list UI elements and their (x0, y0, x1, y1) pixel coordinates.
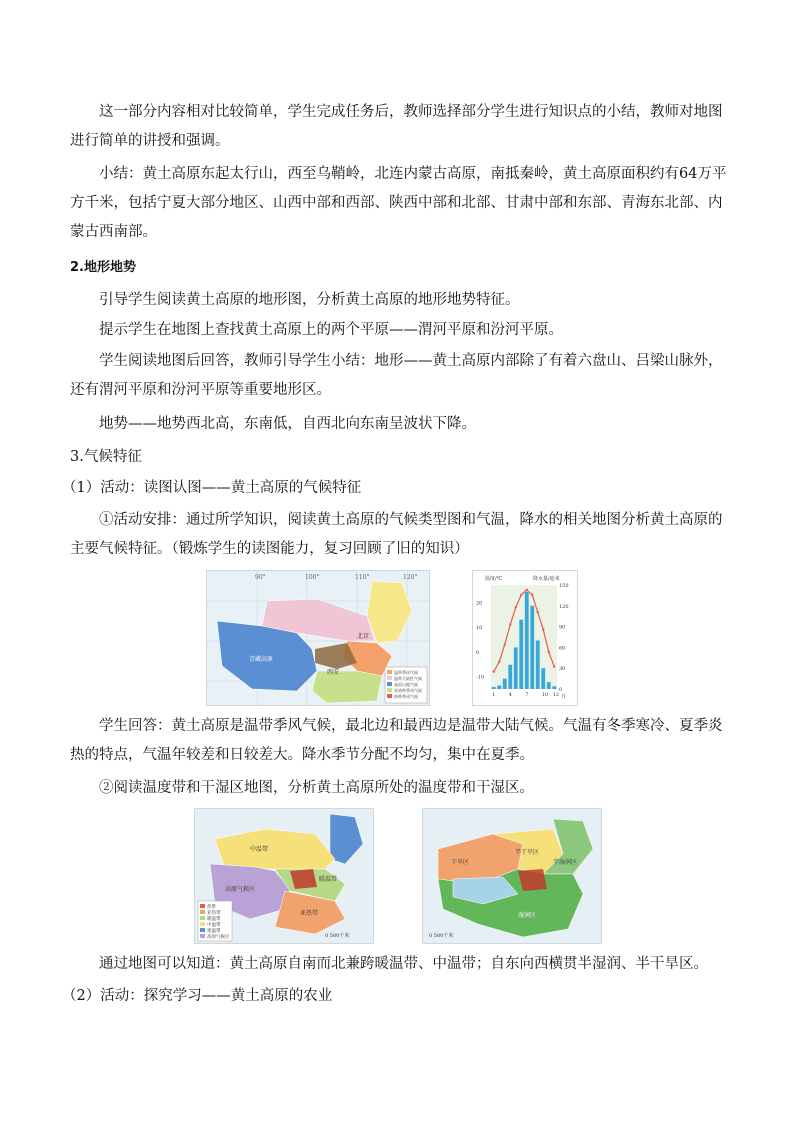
temperature-point-9 (537, 611, 539, 613)
legend-item-3: 高原山地气候 (394, 682, 418, 687)
paragraph-elevation: 地势——地势西北高，东南低，自西北向东南呈波状下降。 (99, 416, 476, 432)
legend-item-5: 热带季风气候 (394, 694, 418, 699)
temperature-point-1 (493, 670, 495, 672)
region-label-warm-temperate: 暖温带 (319, 876, 338, 883)
dry-wet-zone-map (422, 808, 602, 944)
loess-plateau-highlight-2 (518, 869, 547, 891)
section-heading-climate: 3.气候特征 (70, 449, 142, 465)
precip-bar-3 (503, 679, 507, 689)
right-tick-120: 120 (559, 603, 569, 610)
paragraph-terrain-plains: 提示学生在地图上查找黄土高原上的两个平原——渭河平原和汾河平原。 (99, 322, 563, 338)
legend-item-4: 亚热带季风气候 (394, 688, 422, 693)
left-tick--10: -10 (476, 674, 485, 681)
temperature-point-3 (504, 643, 506, 645)
temperature-point-11 (548, 651, 550, 653)
region-label-mid-temperate: 中温带 (250, 846, 269, 853)
precip-bar-7 (525, 592, 529, 689)
paragraph-summary-intro: 这一部分内容相对比较简单，学生完成任务后，教师选择部分学生进行知识点的小结，教师对地图进行简单的讲授和强调。 (70, 104, 723, 149)
x-tick-4: 4 (508, 692, 512, 698)
precip-bar-8 (530, 606, 534, 689)
chart-plot-area (491, 585, 557, 689)
temperature-point-4 (509, 623, 511, 625)
temperature-point-5 (515, 606, 517, 608)
right-tick-30: 30 (559, 666, 566, 673)
left-tick-10: 10 (476, 625, 483, 632)
region-label-arid: 干旱区 (451, 859, 470, 866)
legend-item-2: 温带大陆性气候 (394, 676, 422, 681)
paragraph-terrain-answer: 学生阅读地图后回答，教师引导学生小结：地形——黄土高原内部除了有着六盘山、吕梁山脉外，还有渭河平原和汾河平原等重要地形区。 (70, 353, 723, 398)
map-scale-2: 0 500千米 (429, 933, 454, 939)
section-heading-terrain: 2.地形地势 (70, 260, 136, 275)
left-tick-0: 0 (476, 649, 480, 656)
precip-bar-2 (497, 686, 501, 689)
region-label-semi-humid: 半湿润区 (553, 859, 578, 866)
right-tick-60: 60 (559, 645, 566, 652)
climate-chart (472, 570, 578, 706)
label-qinghai-tibet: 青藏高原 (249, 656, 274, 663)
legend-cold-temperate: 寒温带 (207, 929, 221, 934)
lon-label-90: 90° (255, 574, 266, 581)
chart-ylabel-right: 降水量/毫米 (533, 576, 560, 582)
legend-item-1: 温带季风气候 (394, 670, 418, 675)
paragraph-summary: 小结：黄土高原东起太行山，西至乌鞘岭，北连内蒙古高原，南抵秦岭，黄土高原面积约有64万平方千米，包括宁夏大部分地区、山西中部和西部、陕西中部和北部、甘肃中部和东部、青海东北部、内蒙古西南部。 (70, 166, 727, 240)
x-tick-7: 7 (525, 692, 529, 698)
legend-warm-temperate: 暖温带 (207, 917, 221, 922)
temperature-point-10 (542, 628, 544, 630)
label-xian: 西安 (327, 669, 340, 676)
region-label-semi-arid: 半干旱区 (515, 849, 540, 856)
activity-1-detail: ①活动安排：通过所学知识，阅读黄土高原的气候类型图和气温，降水的相关地图分析黄土高原的主要气候特征。（锻炼学生的读图能力，复习回顾了旧的知识） (70, 512, 723, 557)
legend-tropical: 热带 (207, 905, 216, 910)
region-label-plateau: 高原气候区 (225, 886, 256, 893)
legend-mid-temperate: 中温带 (207, 923, 221, 928)
paragraph-terrain-guide: 引导学生阅读黄土高原的地形图，分析黄土高原的地形地势特征。 (99, 292, 520, 308)
chart-xlabel: 月 (561, 694, 567, 700)
temperature-point-6 (520, 594, 522, 596)
region-label-humid: 湿润区 (518, 912, 537, 919)
region-label-subtropical: 亚热带 (300, 910, 319, 917)
label-beijing: 北京 (357, 633, 370, 640)
paragraph-student-answer: 学生回答：黄土高原是温带季风气候，最北边和最西边是温带大陆气候。气温有冬季寒冷、夏季炎热的特点，气温年较差和日较差大。降水季节分配不均匀，集中在夏季。 (70, 718, 723, 763)
lon-label-100: 100° (305, 574, 320, 581)
temperature-point-12 (553, 666, 555, 668)
right-tick-90: 90 (559, 624, 566, 631)
lon-label-120: 120° (403, 574, 418, 581)
chart-ylabel-left: 温度/℃ (485, 576, 503, 582)
paragraph-temp-zone-guide: ②阅读温度带和干湿区地图，分析黄土高原所处的温度带和干湿区。 (99, 780, 534, 796)
temperature-point-2 (498, 661, 500, 663)
region-south-china (312, 671, 382, 703)
precip-bar-9 (536, 640, 540, 689)
x-tick-10: 10 (541, 692, 549, 698)
right-tick-0: 0 (559, 687, 563, 693)
climate-legend (385, 667, 427, 703)
map-scale: 0 500千米 (325, 933, 350, 939)
temperature-zone-map (194, 808, 374, 944)
activity-1-title: （1）活动：读图认图——黄土高原的气候特征 (62, 480, 362, 496)
precip-bar-1 (492, 687, 496, 689)
paragraph-conclusion: 通过地图可以知道：黄土高原自南而北兼跨暖温带、中温带；自东向西横贯半湿润、半干旱区。 (99, 956, 708, 972)
legend-subtropical: 亚热带 (207, 911, 221, 916)
climate-type-map (206, 570, 430, 706)
x-tick-12: 12 (552, 692, 560, 698)
temperature-point-7 (526, 589, 528, 591)
legend-plateau: 高原气候区 (207, 935, 230, 940)
precip-bar-4 (508, 665, 512, 689)
lon-label-110: 110° (355, 574, 370, 581)
activity-2-title: （2）活动：探究学习——黄土高原的农业 (62, 988, 333, 1004)
x-tick-1: 1 (492, 692, 496, 698)
precip-bar-10 (541, 668, 545, 689)
precip-bar-6 (519, 620, 523, 689)
right-tick-150: 150 (559, 583, 569, 589)
precip-bar-12 (552, 686, 556, 689)
precip-bar-5 (514, 647, 518, 689)
temp-zone-legend (198, 901, 232, 941)
temperature-point-8 (531, 594, 533, 596)
precip-bar-11 (547, 682, 551, 689)
left-tick-20: 20 (476, 600, 483, 607)
